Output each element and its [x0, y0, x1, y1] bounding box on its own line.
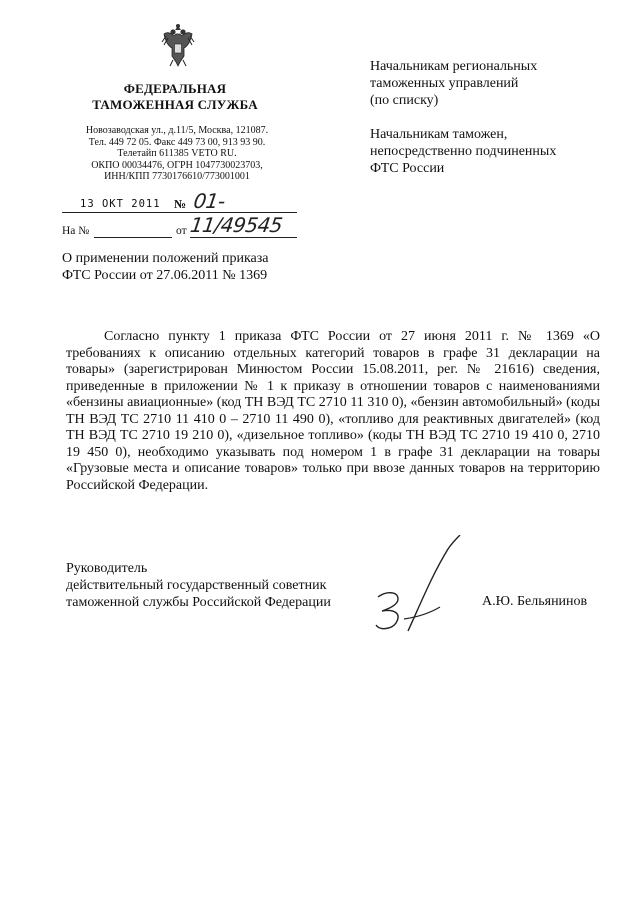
in-reply-line: [62, 225, 297, 241]
addressee-line: (по списку): [370, 93, 439, 108]
addressee-line: таможенных управлений: [370, 76, 519, 91]
in-reply-number-blank: [94, 237, 172, 238]
addressee-group-regional: [370, 58, 620, 109]
registration-number-handwritten: 01-11/49545: [188, 189, 284, 237]
signatory-position: [66, 560, 396, 611]
addressee-line: ФТС России: [370, 161, 445, 176]
letter-subject: [62, 250, 312, 284]
handwritten-signature: [368, 535, 478, 635]
registration-number-label: №: [174, 197, 187, 211]
subject-line: О применении положений приказа: [62, 251, 269, 266]
registration-date-stamp: 13 ОКТ 2011: [80, 198, 161, 210]
coat-of-arms-emblem-icon: [158, 22, 198, 70]
org-name-line2: ТАМОЖЕННАЯ СЛУЖБА: [92, 97, 258, 112]
org-name-line1: ФЕДЕРАЛЬНАЯ: [123, 81, 227, 96]
org-address: [62, 125, 292, 183]
signatory-name: А.Ю. Бельянинов: [482, 594, 588, 609]
in-reply-date-label: от: [176, 225, 187, 237]
address-line: Тел. 449 72 05. Факс 449 73 00, 913 93 90.: [88, 136, 266, 148]
in-reply-number-label: На №: [62, 225, 90, 237]
position-line: действительный государственный советник: [66, 578, 327, 593]
subject-line: ФТС России от 27.06.2011 № 1369: [62, 268, 268, 283]
letter-body: Согласно пункту 1 приказа ФТС России от 27 июня 2011 г. № 1369 «О требованиях к описанию отдельных категорий товаров в графе 31 декларации на товары» (зарегистрирован Минюстом России 15.08.2011, рег. № 21616) сведения, приведенные в приложении № 1 к приказу в отношении товаров с наименованиями «бензины авиационные» (код ТН ВЭД ТС 2710 11 310 0), «бензин автомобильный» (коды ТН ВЭД ТС 2710 11 410 0 – 2710 11 490 0), «топливо для реактивных двигателей» (код ТН ВЭД ТС 2710 19 210 0), «дизельное топливо» (коды ТН ВЭД ТС 2710 19 410 0, 2710 19 450 0), необходимо указывать под номером 1 в графе 31 декларации на товары «Грузовые места и описание товаров» только при ввозе данных товаров на территорию Российской Федерации.: [66, 329, 600, 493]
in-reply-date-blank: [190, 237, 297, 238]
address-line: ИНН/КПП 7730176610/773001001: [104, 171, 250, 182]
registration-underline: [62, 212, 297, 213]
address-line: Новозаводская ул., д.11/5, Москва, 121087.: [85, 125, 269, 136]
address-line: Телетайп 611385 VETO RU.: [117, 148, 237, 159]
position-line: таможенной службы Российской Федерации: [66, 595, 331, 610]
addressee-group-customs: [370, 126, 620, 177]
position-line: Руководитель: [66, 561, 148, 576]
addressee-line: Начальникам региональных: [370, 59, 538, 74]
address-line: ОКПО 00034476, ОГРН 1047730023703,: [91, 159, 263, 171]
addressee-line: Начальникам таможен,: [370, 127, 508, 142]
addressee-line: непосредственно подчиненных: [370, 144, 557, 159]
